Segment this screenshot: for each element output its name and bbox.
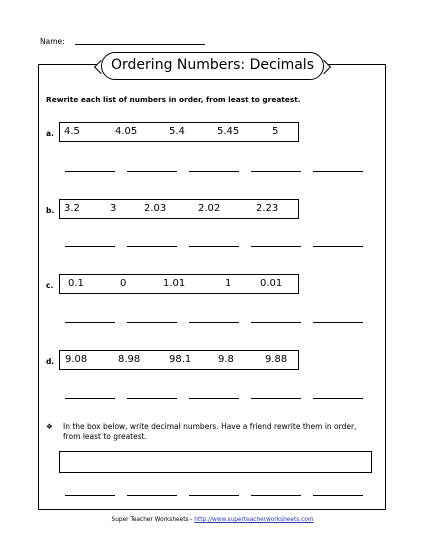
number-list-box bbox=[59, 274, 299, 294]
number: 2.02 bbox=[198, 203, 221, 214]
answer-line[interactable] bbox=[251, 398, 301, 399]
number: 9.88 bbox=[265, 354, 288, 365]
name-field[interactable] bbox=[75, 44, 205, 45]
number: 0 bbox=[120, 278, 127, 289]
answer-line[interactable] bbox=[127, 171, 177, 172]
number-list-box bbox=[59, 199, 299, 219]
number: 0.01 bbox=[260, 278, 283, 289]
number: 5 bbox=[272, 126, 279, 137]
footer-site-name: Super Teacher Worksheets bbox=[111, 517, 189, 523]
problem-label: d. bbox=[46, 357, 55, 366]
number: 8.98 bbox=[118, 354, 141, 365]
number: 9.08 bbox=[65, 354, 88, 365]
answer-line[interactable] bbox=[65, 398, 115, 399]
answer-line[interactable] bbox=[189, 322, 239, 323]
problem-label: c. bbox=[46, 281, 54, 290]
answer-line[interactable] bbox=[313, 246, 363, 247]
number: 2.03 bbox=[144, 203, 167, 214]
answer-line[interactable] bbox=[65, 495, 115, 496]
problem-label: b. bbox=[46, 206, 55, 215]
number: 4.05 bbox=[115, 126, 138, 137]
answer-line[interactable] bbox=[127, 322, 177, 323]
answer-line[interactable] bbox=[127, 398, 177, 399]
number: 3.2 bbox=[64, 203, 80, 214]
number: 1 bbox=[225, 278, 232, 289]
number: 4.5 bbox=[64, 126, 80, 137]
answer-line[interactable] bbox=[189, 398, 239, 399]
name-label: Name: bbox=[40, 37, 65, 46]
answer-line[interactable] bbox=[251, 495, 301, 496]
write-numbers-box[interactable] bbox=[59, 451, 372, 473]
bonus-text: In the box below, write decimal numbers. Have a friend rewrite them in order, from least to greatest. bbox=[63, 422, 357, 441]
answer-line[interactable] bbox=[251, 322, 301, 323]
answer-line[interactable] bbox=[313, 398, 363, 399]
worksheet-title: Ordering Numbers: Decimals bbox=[101, 52, 324, 80]
footer-link[interactable]: http://www.superteacherworksheets.com bbox=[194, 517, 314, 523]
footer bbox=[0, 517, 425, 523]
problem-label: a. bbox=[46, 129, 54, 138]
title-banner bbox=[0, 52, 425, 82]
answer-line[interactable] bbox=[189, 495, 239, 496]
bullet-diamond-icon: ❖ bbox=[46, 422, 53, 431]
number-list-box bbox=[59, 122, 299, 142]
answer-line[interactable] bbox=[189, 246, 239, 247]
footer-separator: - bbox=[190, 517, 193, 523]
answer-line[interactable] bbox=[65, 171, 115, 172]
answer-line[interactable] bbox=[127, 246, 177, 247]
number: 5.45 bbox=[217, 126, 240, 137]
answer-line[interactable] bbox=[313, 322, 363, 323]
number: 1.01 bbox=[163, 278, 186, 289]
number-list-box bbox=[59, 350, 299, 370]
number: 98.1 bbox=[169, 354, 192, 365]
number: 5.4 bbox=[169, 126, 185, 137]
answer-line[interactable] bbox=[127, 495, 177, 496]
number: 3 bbox=[110, 203, 117, 214]
answer-line[interactable] bbox=[65, 322, 115, 323]
number: 0.1 bbox=[68, 278, 84, 289]
answer-line[interactable] bbox=[251, 246, 301, 247]
answer-line[interactable] bbox=[313, 171, 363, 172]
answer-line[interactable] bbox=[313, 495, 363, 496]
number: 9.8 bbox=[218, 354, 234, 365]
answer-line[interactable] bbox=[251, 171, 301, 172]
answer-line[interactable] bbox=[65, 246, 115, 247]
number: 2.23 bbox=[256, 203, 279, 214]
instructions: Rewrite each list of numbers in order, from least to greatest. bbox=[46, 95, 301, 104]
answer-line[interactable] bbox=[189, 171, 239, 172]
